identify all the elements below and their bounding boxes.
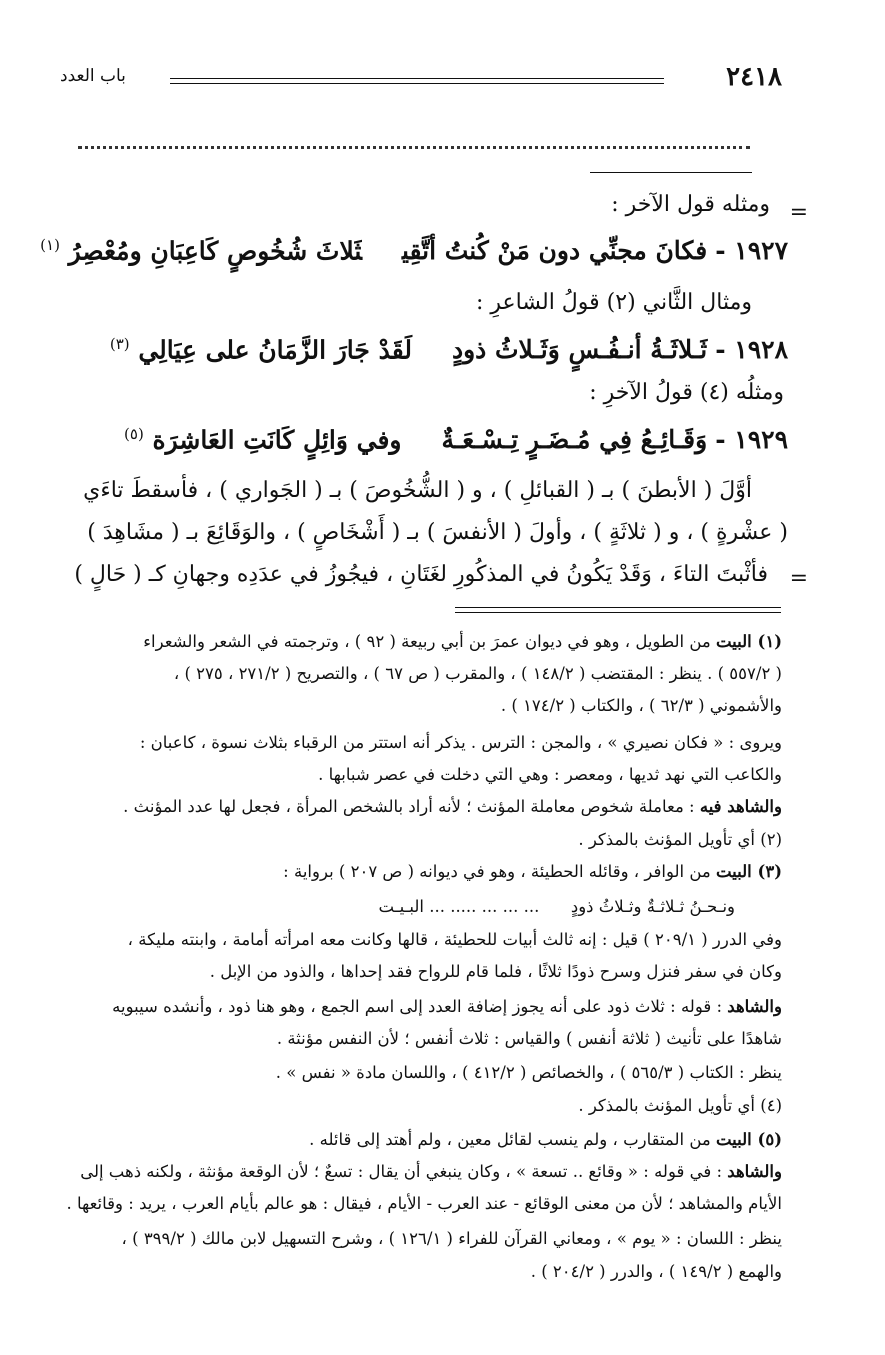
footnote-5-line-4: ينظر : اللسان : « يوم » ، ومعاني القرآن للفراء ( ١٢٦/١ ) ، وشرح التسهيل لابن مالك ( ٣٩٩/٢ ) ، <box>121 1229 782 1248</box>
intro-line-3: ومثلُه (٤) قولُ الآخرِ : <box>589 380 784 405</box>
verse-hemistich-2: ثَلاثَ شُخُوصٍ كَاعِبَانِ ومُعْصِرُ <box>68 236 362 266</box>
footnote-text: : في قوله : « وقائع .. تسعة » ، وكان ينبغي أن يقال : تسعٌ ؛ لأن الوقعة مؤنثة ، ولكنه ذهب إلى <box>80 1162 728 1181</box>
intro-line-1: ومثله قول الآخر : <box>611 192 770 217</box>
footnote-text: من المتقارب ، ولم ينسب لقائل معين ، ولم أهتد إلى قائله . <box>309 1130 716 1149</box>
footnote-3-line-6: ينظر : الكتاب ( ٥٦٥/٣ ) ، والخصائص ( ٤١٢/٢ ) ، واللسان مادة « نفس » . <box>275 1063 782 1082</box>
footnote-label: والشاهد فيه <box>699 797 782 816</box>
footnote-label: والشاهد <box>727 1162 782 1181</box>
verse-number: ١٩٢٧ - <box>715 236 788 266</box>
continuation-mark-end: = <box>789 566 808 591</box>
page-header <box>60 62 782 102</box>
footnote-ref: (١) <box>40 236 60 254</box>
prose-line-3: فأثْبتَ التاءَ ، وَقَدْ يَكُونُ في المذكُورِ لغَتَانِ ، فيجُوزُ في عدَدِه وجهانِ كـ ( حَالٍ ) <box>74 562 768 587</box>
footnote-1-line-4: ويروى : « فكان نصيري » ، والمجن : الترس . يذكر أنه استتر من الرقباء بثلاث نسوة ، كاعبان : <box>139 733 782 752</box>
verse-hemistich-1: وَقَـائِـعُ فِي مُـضَـرٍ تِـسْـعَـةٌ <box>441 425 708 455</box>
footnote-ref: (٣) <box>109 335 130 353</box>
footnote-text: : قوله : ثلاث ذود على أنه يجوز إضافة العدد إلى اسم الجمع ، وهو هنا ذود ، وأنشده سيبويه <box>112 997 728 1016</box>
verse-hemistich-2: لَقَدْ جَارَ الزَّمَانُ على عِيَالِي <box>138 335 412 365</box>
footnote-text: من الوافر ، وقائله الحطيئة ، وهو في ديوانه ( ص ٢٠٧ ) برواية : <box>283 862 716 881</box>
footnote-1-line-3: والأشموني ( ٦٢/٣ ) ، والكتاب ( ١٧٤/٢ ) . <box>500 696 782 715</box>
chapter-title: باب العدد <box>60 66 126 86</box>
footnote-1-line-5: والكاعب التي نهد ثديها ، ومعصر : وهي التي دخلت في عصر شبابها . <box>318 765 782 784</box>
intro-line-2: ومثال الثَّاني (٢) قولُ الشاعرِ : <box>475 290 752 315</box>
short-rule <box>590 172 752 173</box>
prose-line-1: أوَّلَ ( الأبطنَ ) بـ ( القبائلِ ) ، و ( الشُّخُوصَ ) بـ ( الجَواري ) ، فأسقطَ تاءَي <box>83 478 752 503</box>
verse-1928 <box>110 335 788 365</box>
footnote-label: (٥) البيت <box>715 1130 782 1149</box>
footnote-label: (٣) البيت <box>715 862 782 881</box>
footnote-label: (١) البيت <box>715 632 782 651</box>
footnote-1-line-6 <box>42 797 782 817</box>
verse-hemistich-1: ثَـلاثَـةُ أنـفُـسٍ وَثَـلاثُ ذودٍ <box>451 335 708 365</box>
verse-number: ١٩٢٨ - <box>715 335 788 365</box>
footnote-3-verse <box>379 897 735 916</box>
verse-number: ١٩٢٩ - <box>715 425 788 455</box>
footnote-ref: (٥) <box>124 425 144 443</box>
footnote-4: (٤) أي تأويل المؤنث بالمذكر . <box>578 1096 782 1115</box>
verse-hemistich-1: فكانَ مجنِّي دون مَنْ كُنتُ أتَّقِي <box>401 236 708 266</box>
footnote-5-line-1 <box>42 1130 782 1150</box>
footnote-3-line-4 <box>42 997 782 1017</box>
footnote-text: من الطويل ، وهو في ديوان عمرَ بن أبي ربيعة ( ٩٢ ) ، وترجمته في الشعر والشعراء <box>143 632 716 651</box>
footnote-3-line-2: وفي الدرر ( ٢٠٩/١ ) قيل : إنه ثالث أبيات للحطيئة ، قالها وكانت معه امرأته أمامة ، وابنته مليكة ، <box>127 930 782 949</box>
prose-line-2: ( عشْرةٍ ) ، و ( ثلاثَةٍ ) ، وأولَ ( الأنفسَ ) بـ ( أَشْخَاصٍ ) ، والوَقَائِعَ بـ ( مشَاهِدَ ) <box>87 520 788 545</box>
continuation-mark: = <box>789 200 808 225</box>
footnote-text: : معاملة شخوص معاملة المؤنث ؛ لأنه أراد بالشخص المرأة ، فجعل لها عدد المؤنث . <box>123 797 700 816</box>
footnote-1-line-2: ( ٥٥٧/٢ ) . ينظر : المقتضب ( ١٤٨/٢ ) ، والمقرب ( ص ٦٧ ) ، والتصريح ( ٢٧١/٢ ، ٢٧٥ ) ، <box>173 664 782 683</box>
verse-1927 <box>40 236 788 266</box>
verse-hemistich-2: ... ... ... ..... ... البـيـت <box>378 897 540 916</box>
page-number: ٢٤١٨ <box>726 62 782 92</box>
footnote-separator <box>455 607 781 613</box>
verse-hemistich-2: وفي وَائِلٍ كَانَتِ العَاشِرَة <box>152 425 402 455</box>
header-double-rule <box>170 78 664 84</box>
footnote-2: (٢) أي تأويل المؤنث بالمذكر . <box>578 830 782 849</box>
dotted-separator <box>78 146 750 149</box>
footnote-3-line-3: وكان في سفر فنزل وسرح ذودًا ثلاثًا ، فلما قام للرواح فقد إحداها ، والذود من الإبل . <box>209 962 782 981</box>
footnote-label: والشاهد <box>727 997 782 1016</box>
verse-1929 <box>124 425 788 455</box>
footnote-1-line-1 <box>42 632 782 652</box>
footnote-3-line-1 <box>42 862 782 882</box>
footnote-5-line-5: والهمع ( ١٤٩/٢ ) ، والدرر ( ٢٠٤/٢ ) . <box>530 1262 782 1281</box>
verse-hemistich-1: ونـحـنُ ثـلاثـةٌ وثـلاثُ ذودٍ <box>570 897 735 916</box>
footnote-3-line-5: شاهدًا على تأنيث ( ثلاثة أنفس ) والقياس : ثلاث أنفس ؛ لأن النفس مؤنثة . <box>276 1029 782 1048</box>
footnote-5-line-2 <box>42 1162 782 1182</box>
footnote-5-line-3: الأيام والمشاهد ؛ لأن من معنى الوقائع - عند العرب - الأيام ، فيقال : هو عالم بأيام العرب ، يريد : وقائعها . <box>66 1194 782 1213</box>
